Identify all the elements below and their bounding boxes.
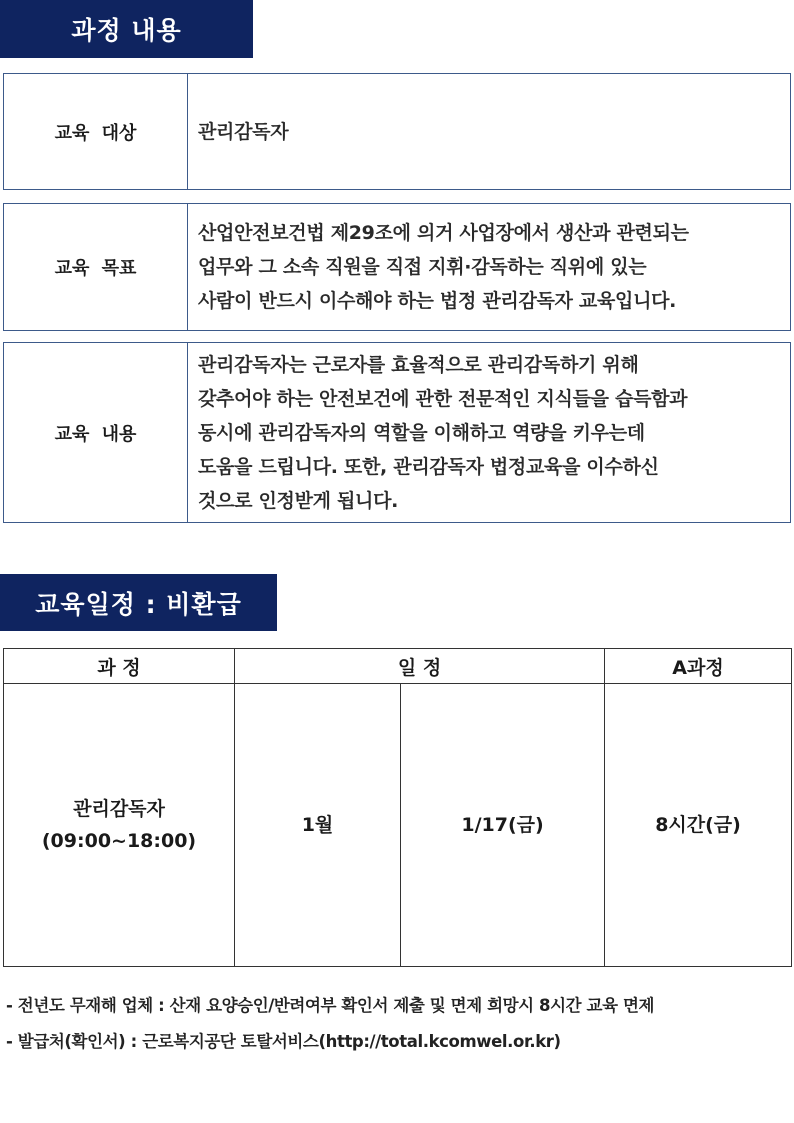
info-row-content xyxy=(3,342,791,523)
text-line: 사람이 반드시 이수해야 하는 법정 관리감독자 교육입니다. xyxy=(198,290,677,312)
info-row-target xyxy=(3,73,791,190)
text-line: 동시에 관리감독자의 역할을 이해하고 역량을 키우는데 xyxy=(198,421,645,444)
info-content-goal xyxy=(188,204,790,330)
header-course: 과 정 xyxy=(4,649,235,684)
text-line: 것으로 인정받게 됩니다. xyxy=(198,489,399,512)
text-line: 도움을 드립니다. 또한, 관리감독자 법정교육을 이수하신 xyxy=(198,455,659,478)
table-header-row xyxy=(4,649,792,684)
cell-date: 1/17(금) xyxy=(401,684,605,967)
table-row xyxy=(4,684,792,967)
info-row-goal xyxy=(3,203,791,331)
section-title-course-content: 과정 내용 xyxy=(0,0,253,58)
text-line: 업무와 그 소속 직원을 직접 지휘·감독하는 직위에 있는 xyxy=(198,256,647,278)
info-content-target xyxy=(188,74,790,189)
note-item: - 전년도 무재해 업체 : 산재 요양승인/반려여부 확인서 제출 및 면제 희망시 8시간 교육 면제 xyxy=(6,996,655,1015)
text-line: 관리감독자는 근로자를 효율적으로 관리감독하기 위해 xyxy=(198,353,639,376)
info-label-content: 교육 내용 xyxy=(4,343,188,522)
course-name: 관리감독자 xyxy=(73,798,165,820)
schedule-table xyxy=(3,648,792,967)
text-line: 갖추어야 하는 안전보건에 관한 전문적인 지식들을 습득함과 xyxy=(198,387,688,410)
cell-course xyxy=(4,684,235,967)
section-title-schedule: 교육일정 : 비환급 xyxy=(0,574,277,631)
text-line: 산업안전보건법 제29조에 의거 사업장에서 생산과 관련되는 xyxy=(198,222,689,244)
text-line: 관리감독자 xyxy=(198,120,289,143)
info-label-goal: 교육 목표 xyxy=(4,204,188,330)
header-a-course: A과정 xyxy=(605,649,792,684)
notes xyxy=(6,988,791,1060)
cell-month: 1월 xyxy=(235,684,401,967)
cell-hours: 8시간(금) xyxy=(605,684,792,967)
course-time: (09:00~18:00) xyxy=(41,830,197,852)
note-item: - 발급처(확인서) : 근로복지공단 토탈서비스(http://total.kcomwel.or.kr) xyxy=(6,1032,561,1051)
info-label-target: 교육 대상 xyxy=(4,74,188,189)
info-content-content xyxy=(188,343,790,522)
header-schedule: 일 정 xyxy=(235,649,605,684)
